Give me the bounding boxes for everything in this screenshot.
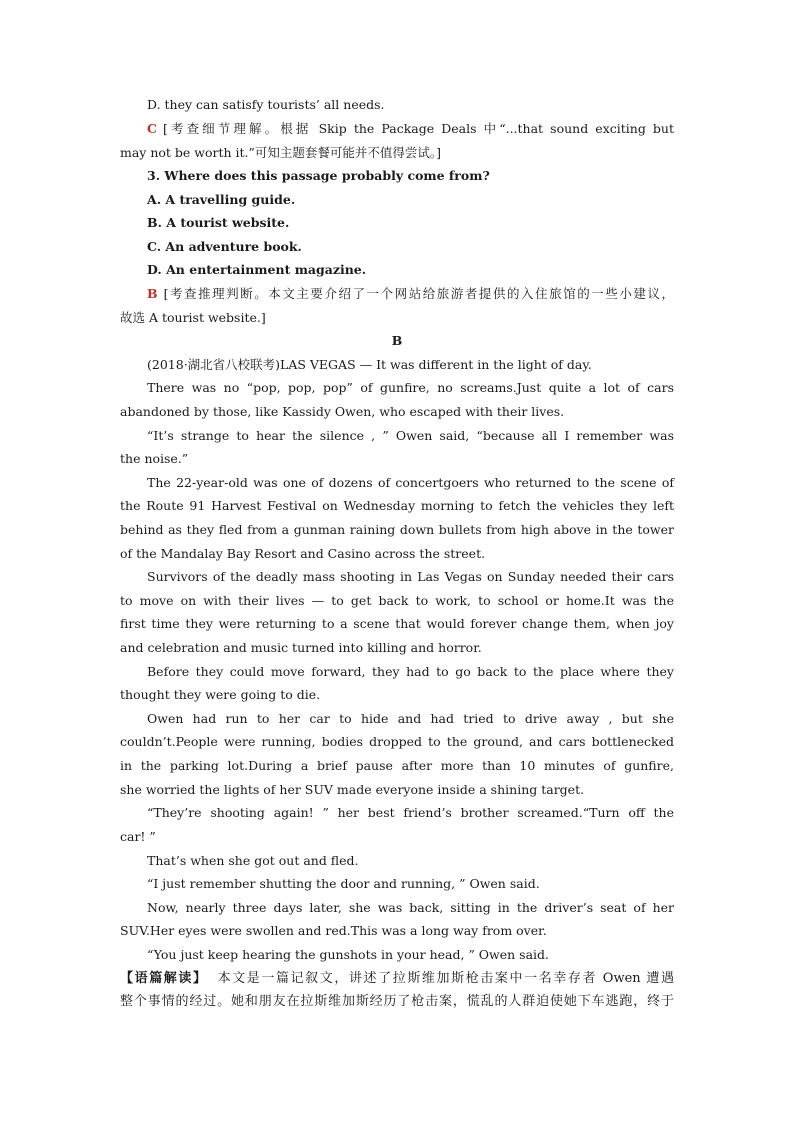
passage-line: Owen had run to her car to hide and had tried to drive away , but she — [147, 711, 674, 726]
option-a: A. A travelling guide. — [147, 192, 296, 207]
passage-line: Now, nearly three days later, she was back, sitting in the driver’s seat of her — [147, 900, 674, 915]
option-b: B. A tourist website. — [147, 215, 290, 230]
passage-line: first time they were returning to a scene that would forever change them, when joy — [120, 616, 674, 631]
passage-line: That’s when she got out and fled. — [147, 853, 359, 868]
passage-line: (2018·湖北省八校联考)LAS VEGAS — It was different in the light of day. — [147, 357, 592, 372]
passage-line: and celebration and music turned into killing and horror. — [120, 640, 482, 655]
explanation-line: may not be worth it.”可知主题套餐可能并不值得尝试。] — [120, 145, 442, 160]
explanation-line: 故选 A tourist website.] — [120, 310, 266, 325]
passage-line: couldn’t.People were running, bodies dropped to the ground, and cars bottlenecked — [120, 734, 674, 749]
passage-analysis: 【语篇解读】 本文是一篇记叙文，讲述了拉斯维加斯枪击案中一名幸存者 Owen 遭遇 — [120, 971, 674, 986]
passage-line: abandoned by those, like Kassidy Owen, who escaped with their lives. — [120, 404, 565, 419]
answer-explanation-q2: C [考查细节理解。根据 Skip the Package Deals 中“...that sound exciting but — [147, 121, 674, 136]
passage-line: the Route 91 Harvest Festival on Wednesday morning to fetch the vehicles they left — [120, 498, 674, 513]
option-d-q2: D. they can satisfy tourists’ all needs. — [147, 97, 385, 112]
passage-line: in the parking lot.During a brief pause after more than 10 minutes of gunfire, — [120, 758, 674, 773]
passage-line: “They’re shooting again! ” her best friend’s brother screamed.“Turn off the — [147, 805, 674, 820]
passage-line: the noise.” — [120, 451, 189, 466]
passage-line: “I just remember shutting the door and running, ” Owen said. — [147, 876, 540, 891]
passage-line: of the Mandalay Bay Resort and Casino across the street. — [120, 546, 486, 561]
passage-line: to move on with their lives — to get back to work, to school or home.It was the — [120, 593, 674, 608]
option-d: D. An entertainment magazine. — [147, 262, 367, 277]
passage-line: There was no “pop, pop, pop” of gunfire, no screams.Just quite a lot of cars — [147, 380, 674, 395]
passage-line: “It’s strange to hear the silence , ” Owen said, “because all I remember was — [147, 428, 674, 443]
passage-line: car! ” — [120, 829, 156, 844]
answer-letter: B — [147, 286, 158, 301]
passage-line: thought they were going to die. — [120, 687, 321, 702]
passage-line: Survivors of the deadly mass shooting in Las Vegas on Sunday needed their cars — [147, 569, 674, 584]
analysis-label: 【语篇解读】 — [120, 971, 208, 986]
option-c: C. An adventure book. — [147, 239, 302, 254]
passage-line: behind as they fled from a gunman raining down bullets from high above in the tower — [120, 522, 674, 537]
passage-analysis-line: 整个事情的经过。她和朋友在拉斯维加斯经历了枪击案，慌乱的人群迫使她下车逃跑，终于 — [120, 994, 674, 1009]
answer-letter: C — [147, 121, 157, 136]
passage-line: she worried the lights of her SUV made everyone inside a shining target. — [120, 782, 585, 797]
answer-explanation-q3: B [考查推理判断。本文主要介绍了一个网站给旅游者提供的入住旅馆的一些小建议， — [147, 286, 674, 301]
passage-line: Before they could move forward, they had to go back to the place where they — [147, 664, 674, 679]
passage-line: The 22-year-old was one of dozens of concertgoers who returned to the scene of — [147, 475, 674, 490]
passage-line: SUV.Her eyes were swollen and red.This was a long way from over. — [120, 923, 547, 938]
passage-line: “You just keep hearing the gunshots in your head, ” Owen said. — [147, 947, 550, 962]
section-heading: B — [391, 333, 403, 348]
question-3: 3. Where does this passage probably come from? — [147, 168, 490, 183]
